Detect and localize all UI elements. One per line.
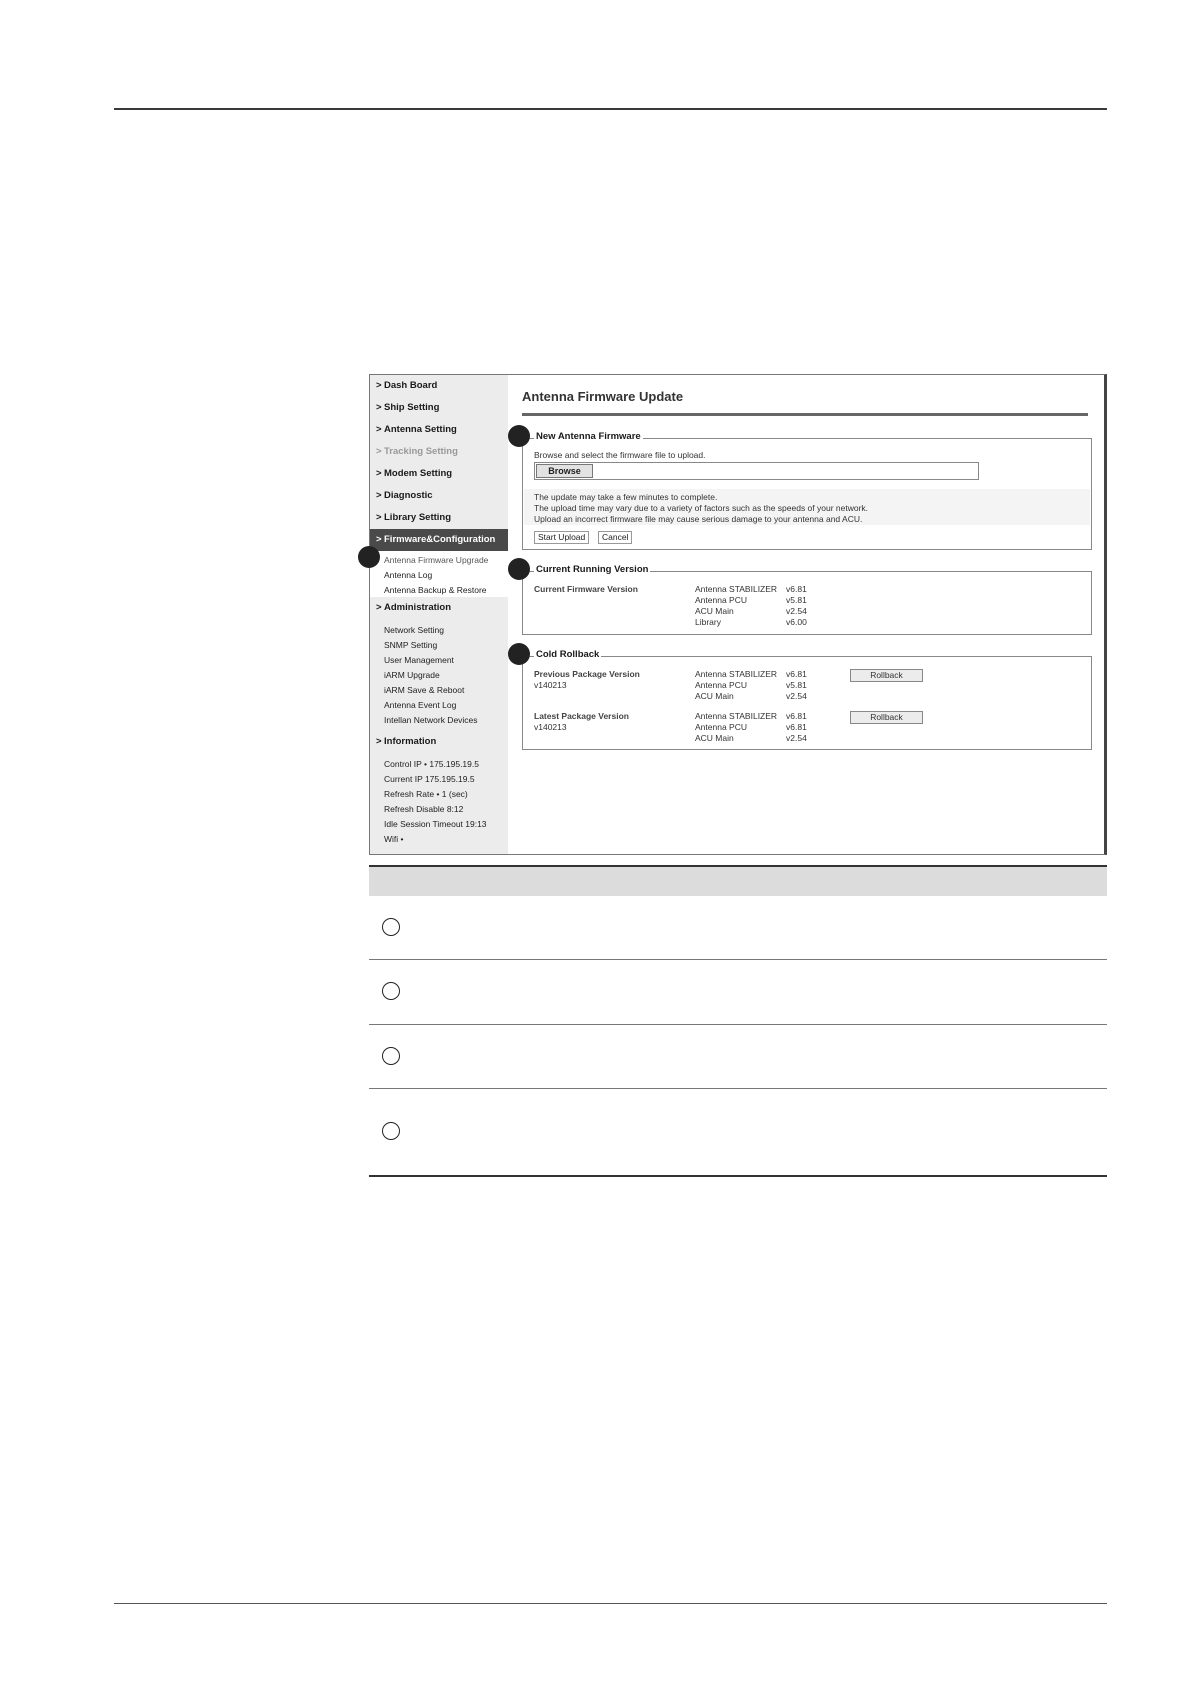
section-legend: Current Running Version bbox=[536, 564, 649, 575]
table-header bbox=[369, 867, 1107, 896]
chevron-right-icon: > bbox=[376, 736, 382, 747]
notice-line: Upload an incorrect firmware file may cause serious damage to your antenna and ACU. bbox=[534, 514, 863, 524]
component-name: Antenna PCU bbox=[695, 722, 747, 732]
admin-iarm-save-reboot[interactable]: iARM Save & Reboot bbox=[384, 685, 465, 695]
notice-line: The update may take a few minutes to complete. bbox=[534, 492, 718, 502]
package-version: v140213 bbox=[534, 722, 567, 732]
callout-circle-icon bbox=[382, 1122, 400, 1140]
callout-circle-icon bbox=[382, 982, 400, 1000]
callout-circle-icon bbox=[382, 1047, 400, 1065]
component-name: Antenna PCU bbox=[695, 680, 747, 690]
sidebar bbox=[370, 375, 508, 854]
table-row bbox=[369, 896, 1107, 960]
rollback-latest-button[interactable]: Rollback bbox=[850, 711, 923, 724]
nav-firmware-configuration[interactable]: > Firmware&Configuration bbox=[370, 529, 508, 551]
chevron-right-icon: > bbox=[376, 402, 382, 413]
info-wifi: Wifi • bbox=[384, 834, 404, 844]
callout-circle-icon bbox=[382, 918, 400, 936]
nav-administration[interactable]: > Administration bbox=[370, 597, 508, 619]
package-label: Latest Package Version bbox=[534, 711, 629, 721]
rollback-previous-button[interactable]: Rollback bbox=[850, 669, 923, 682]
main-content bbox=[508, 375, 1105, 854]
component-name: Library bbox=[695, 617, 721, 627]
page-title: Antenna Firmware Update bbox=[522, 389, 684, 404]
chevron-right-icon: > bbox=[376, 424, 382, 435]
component-version: v5.81 bbox=[786, 680, 807, 690]
chevron-right-icon: > bbox=[376, 512, 382, 523]
callout-marker bbox=[508, 425, 530, 447]
admin-network-setting[interactable]: Network Setting bbox=[384, 625, 444, 635]
browse-instruction: Browse and select the firmware file to upload. bbox=[534, 450, 706, 460]
component-name: Antenna STABILIZER bbox=[695, 669, 778, 679]
component-version: v6.00 bbox=[786, 617, 807, 627]
chevron-right-icon: > bbox=[376, 380, 382, 391]
component-version: v6.81 bbox=[786, 711, 807, 721]
info-refresh-disable: Refresh Disable 8:12 bbox=[384, 804, 464, 814]
component-name: ACU Main bbox=[695, 691, 734, 701]
firmware-submenu bbox=[370, 551, 508, 597]
info-current-ip: Current IP 175.195.19.5 bbox=[384, 774, 475, 784]
file-input[interactable] bbox=[534, 462, 979, 480]
submenu-antenna-backup-restore[interactable]: Antenna Backup & Restore bbox=[384, 585, 487, 595]
callout-marker bbox=[508, 558, 530, 580]
component-version: v5.81 bbox=[786, 595, 807, 605]
component-name: ACU Main bbox=[695, 606, 734, 616]
cold-rollback-section bbox=[522, 649, 1092, 750]
table-row bbox=[369, 1025, 1107, 1089]
current-firmware-label: Current Firmware Version bbox=[534, 584, 638, 594]
nav-modem-setting[interactable]: > Modem Setting bbox=[370, 463, 508, 485]
current-version-section bbox=[522, 564, 1092, 635]
admin-intellan-network-devices[interactable]: Intellan Network Devices bbox=[384, 715, 478, 725]
web-ui-screenshot bbox=[369, 374, 1107, 855]
component-version: v2.54 bbox=[786, 606, 807, 616]
chevron-right-icon: > bbox=[376, 534, 382, 545]
callout-marker bbox=[508, 643, 530, 665]
component-version: v6.81 bbox=[786, 669, 807, 679]
chevron-right-icon: > bbox=[376, 602, 382, 613]
section-legend: Cold Rollback bbox=[536, 649, 600, 660]
nav-information[interactable]: > Information bbox=[370, 731, 508, 753]
upload-notice bbox=[524, 489, 1090, 525]
submenu-antenna-firmware-upgrade[interactable]: Antenna Firmware Upgrade bbox=[384, 555, 489, 565]
start-upload-button[interactable]: Start Upload bbox=[534, 531, 589, 544]
browse-button[interactable]: Browse bbox=[536, 464, 593, 478]
nav-tracking-setting[interactable]: > Tracking Setting bbox=[370, 441, 508, 463]
callout-marker bbox=[358, 546, 380, 568]
chevron-right-icon: > bbox=[376, 468, 382, 479]
package-version: v140213 bbox=[534, 680, 567, 690]
component-version: v6.81 bbox=[786, 584, 807, 594]
component-version: v2.54 bbox=[786, 691, 807, 701]
table-row bbox=[369, 960, 1107, 1025]
admin-user-management[interactable]: User Management bbox=[384, 655, 454, 665]
package-label: Previous Package Version bbox=[534, 669, 640, 679]
nav-diagnostic[interactable]: > Diagnostic bbox=[370, 485, 508, 507]
admin-iarm-upgrade[interactable]: iARM Upgrade bbox=[384, 670, 440, 680]
nav-dash-board[interactable]: > Dash Board bbox=[370, 375, 508, 397]
admin-antenna-event-log[interactable]: Antenna Event Log bbox=[384, 700, 457, 710]
info-refresh-rate: Refresh Rate • 1 (sec) bbox=[384, 789, 468, 799]
section-legend: New Antenna Firmware bbox=[536, 431, 641, 442]
title-rule bbox=[522, 413, 1088, 416]
notice-line: The upload time may vary due to a variety of factors such as the speeds of your network. bbox=[534, 503, 869, 513]
submenu-antenna-log[interactable]: Antenna Log bbox=[384, 570, 433, 580]
component-name: Antenna STABILIZER bbox=[695, 584, 778, 594]
admin-snmp-setting[interactable]: SNMP Setting bbox=[384, 640, 438, 650]
info-idle-session-timeout: Idle Session Timeout 19:13 bbox=[384, 819, 487, 829]
table-row bbox=[369, 1089, 1107, 1177]
component-name: Antenna PCU bbox=[695, 595, 747, 605]
nav-antenna-setting[interactable]: > Antenna Setting bbox=[370, 419, 508, 441]
new-firmware-section bbox=[522, 431, 1092, 550]
component-version: v6.81 bbox=[786, 722, 807, 732]
chevron-right-icon: > bbox=[376, 490, 382, 501]
nav-ship-setting[interactable]: > Ship Setting bbox=[370, 397, 508, 419]
component-name: Antenna STABILIZER bbox=[695, 711, 778, 721]
component-version: v2.54 bbox=[786, 733, 807, 743]
nav-library-setting[interactable]: > Library Setting bbox=[370, 507, 508, 529]
component-name: ACU Main bbox=[695, 733, 734, 743]
footer-rule bbox=[114, 1603, 1107, 1604]
cancel-button[interactable]: Cancel bbox=[598, 531, 632, 544]
header-rule bbox=[114, 108, 1107, 110]
chevron-right-icon: > bbox=[376, 446, 382, 457]
info-control-ip: Control IP • 175.195.19.5 bbox=[384, 759, 479, 769]
